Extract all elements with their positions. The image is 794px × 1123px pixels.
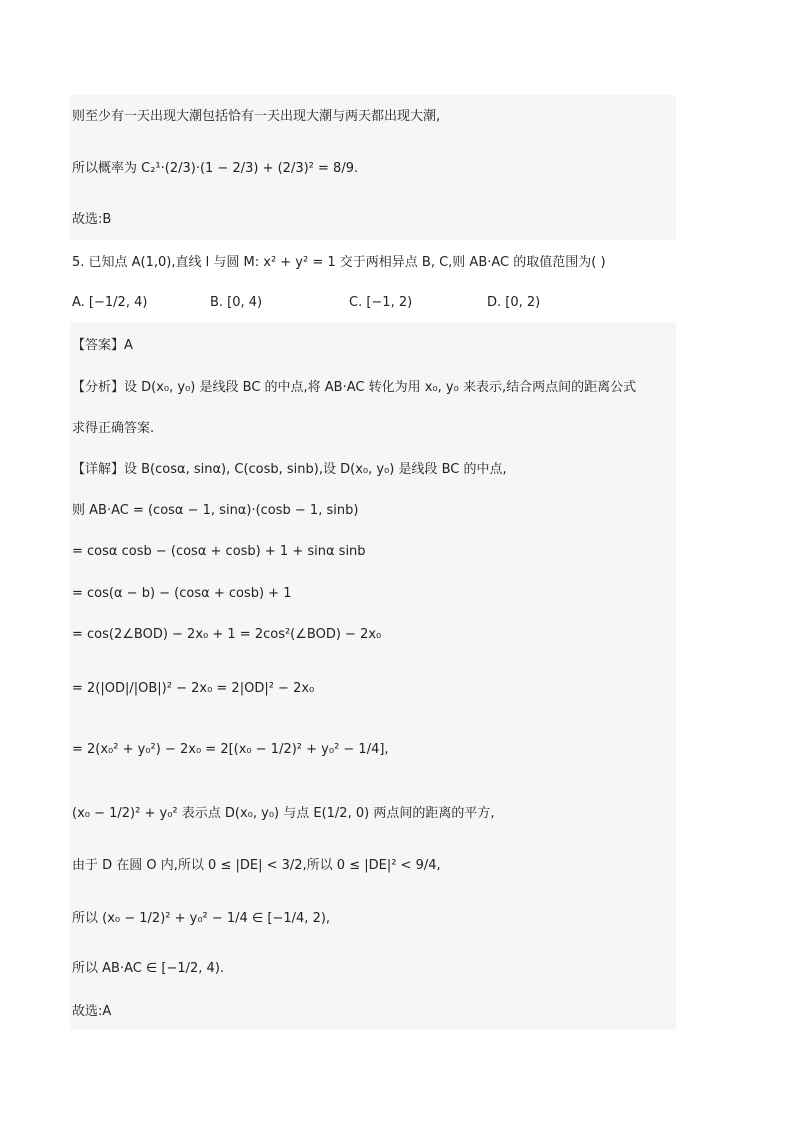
detail-line-1: 【详解】设 B(cosα, sinα), C(cosb, sinb),设 D(x₀, y₀) 是线段 BC 的中点, [72,462,507,477]
option-a: A. [−1/2, 4) [72,295,148,310]
detail-line-9: 由于 D 在圆 O 内,所以 0 ≤ |DE| < 3/2,所以 0 ≤ |DE|² < 9/4, [72,858,441,873]
answer-line: 【答案】A [72,338,133,353]
detail-line-2: 则 AB·AC = (cosα − 1, sinα)·(cosb − 1, sinb) [72,503,359,518]
detail-line-12: 故选:A [72,1004,112,1019]
analysis-line-2: 求得正确答案. [72,421,155,436]
detail-line-6: = 2(|OD|/|OB|)² − 2x₀ = 2|OD|² − 2x₀ [72,681,315,696]
detail-line-10: 所以 (x₀ − 1/2)² + y₀² − 1/4 ∈ [−1/4, 2), [72,911,331,926]
text-line-1: 则至少有一天出现大潮包括恰有一天出现大潮与两天都出现大潮, [72,109,441,124]
detail-line-11: 所以 AB·AC ∈ [−1/2, 4). [72,961,225,976]
option-b: B. [0, 4) [210,295,263,310]
option-c: C. [−1, 2) [349,295,413,310]
option-d: D. [0, 2) [487,295,541,310]
analysis-line-1: 【分析】设 D(x₀, y₀) 是线段 BC 的中点,将 AB·AC 转化为用 x₀, y₀ 来表示,结合两点间的距离公式 [72,380,637,395]
detail-line-5: = cos(2∠BOD) − 2x₀ + 1 = 2cos²(∠BOD) − 2x₀ [72,627,382,642]
detail-line-3: = cosα cosb − (cosα + cosb) + 1 + sinα sinb [72,544,366,559]
detail-line-4: = cos(α − b) − (cosα + cosb) + 1 [72,586,292,601]
text-line-3: 故选:B [72,212,112,227]
detail-line-8: (x₀ − 1/2)² + y₀² 表示点 D(x₀, y₀) 与点 E(1/2, 0) 两点间的距离的平方, [72,806,495,821]
detail-line-7: = 2(x₀² + y₀²) − 2x₀ = 2[(x₀ − 1/2)² + y₀² − 1/4], [72,742,389,757]
text-line-2: 所以概率为 C₂¹·(2/3)·(1 − 2/3) + (2/3)² = 8/9. [72,161,359,176]
question-5: 5. 已知点 A(1,0),直线 l 与圆 M: x² + y² = 1 交于两相异点 B, C,则 AB·AC 的取值范围为( ) [72,255,606,270]
